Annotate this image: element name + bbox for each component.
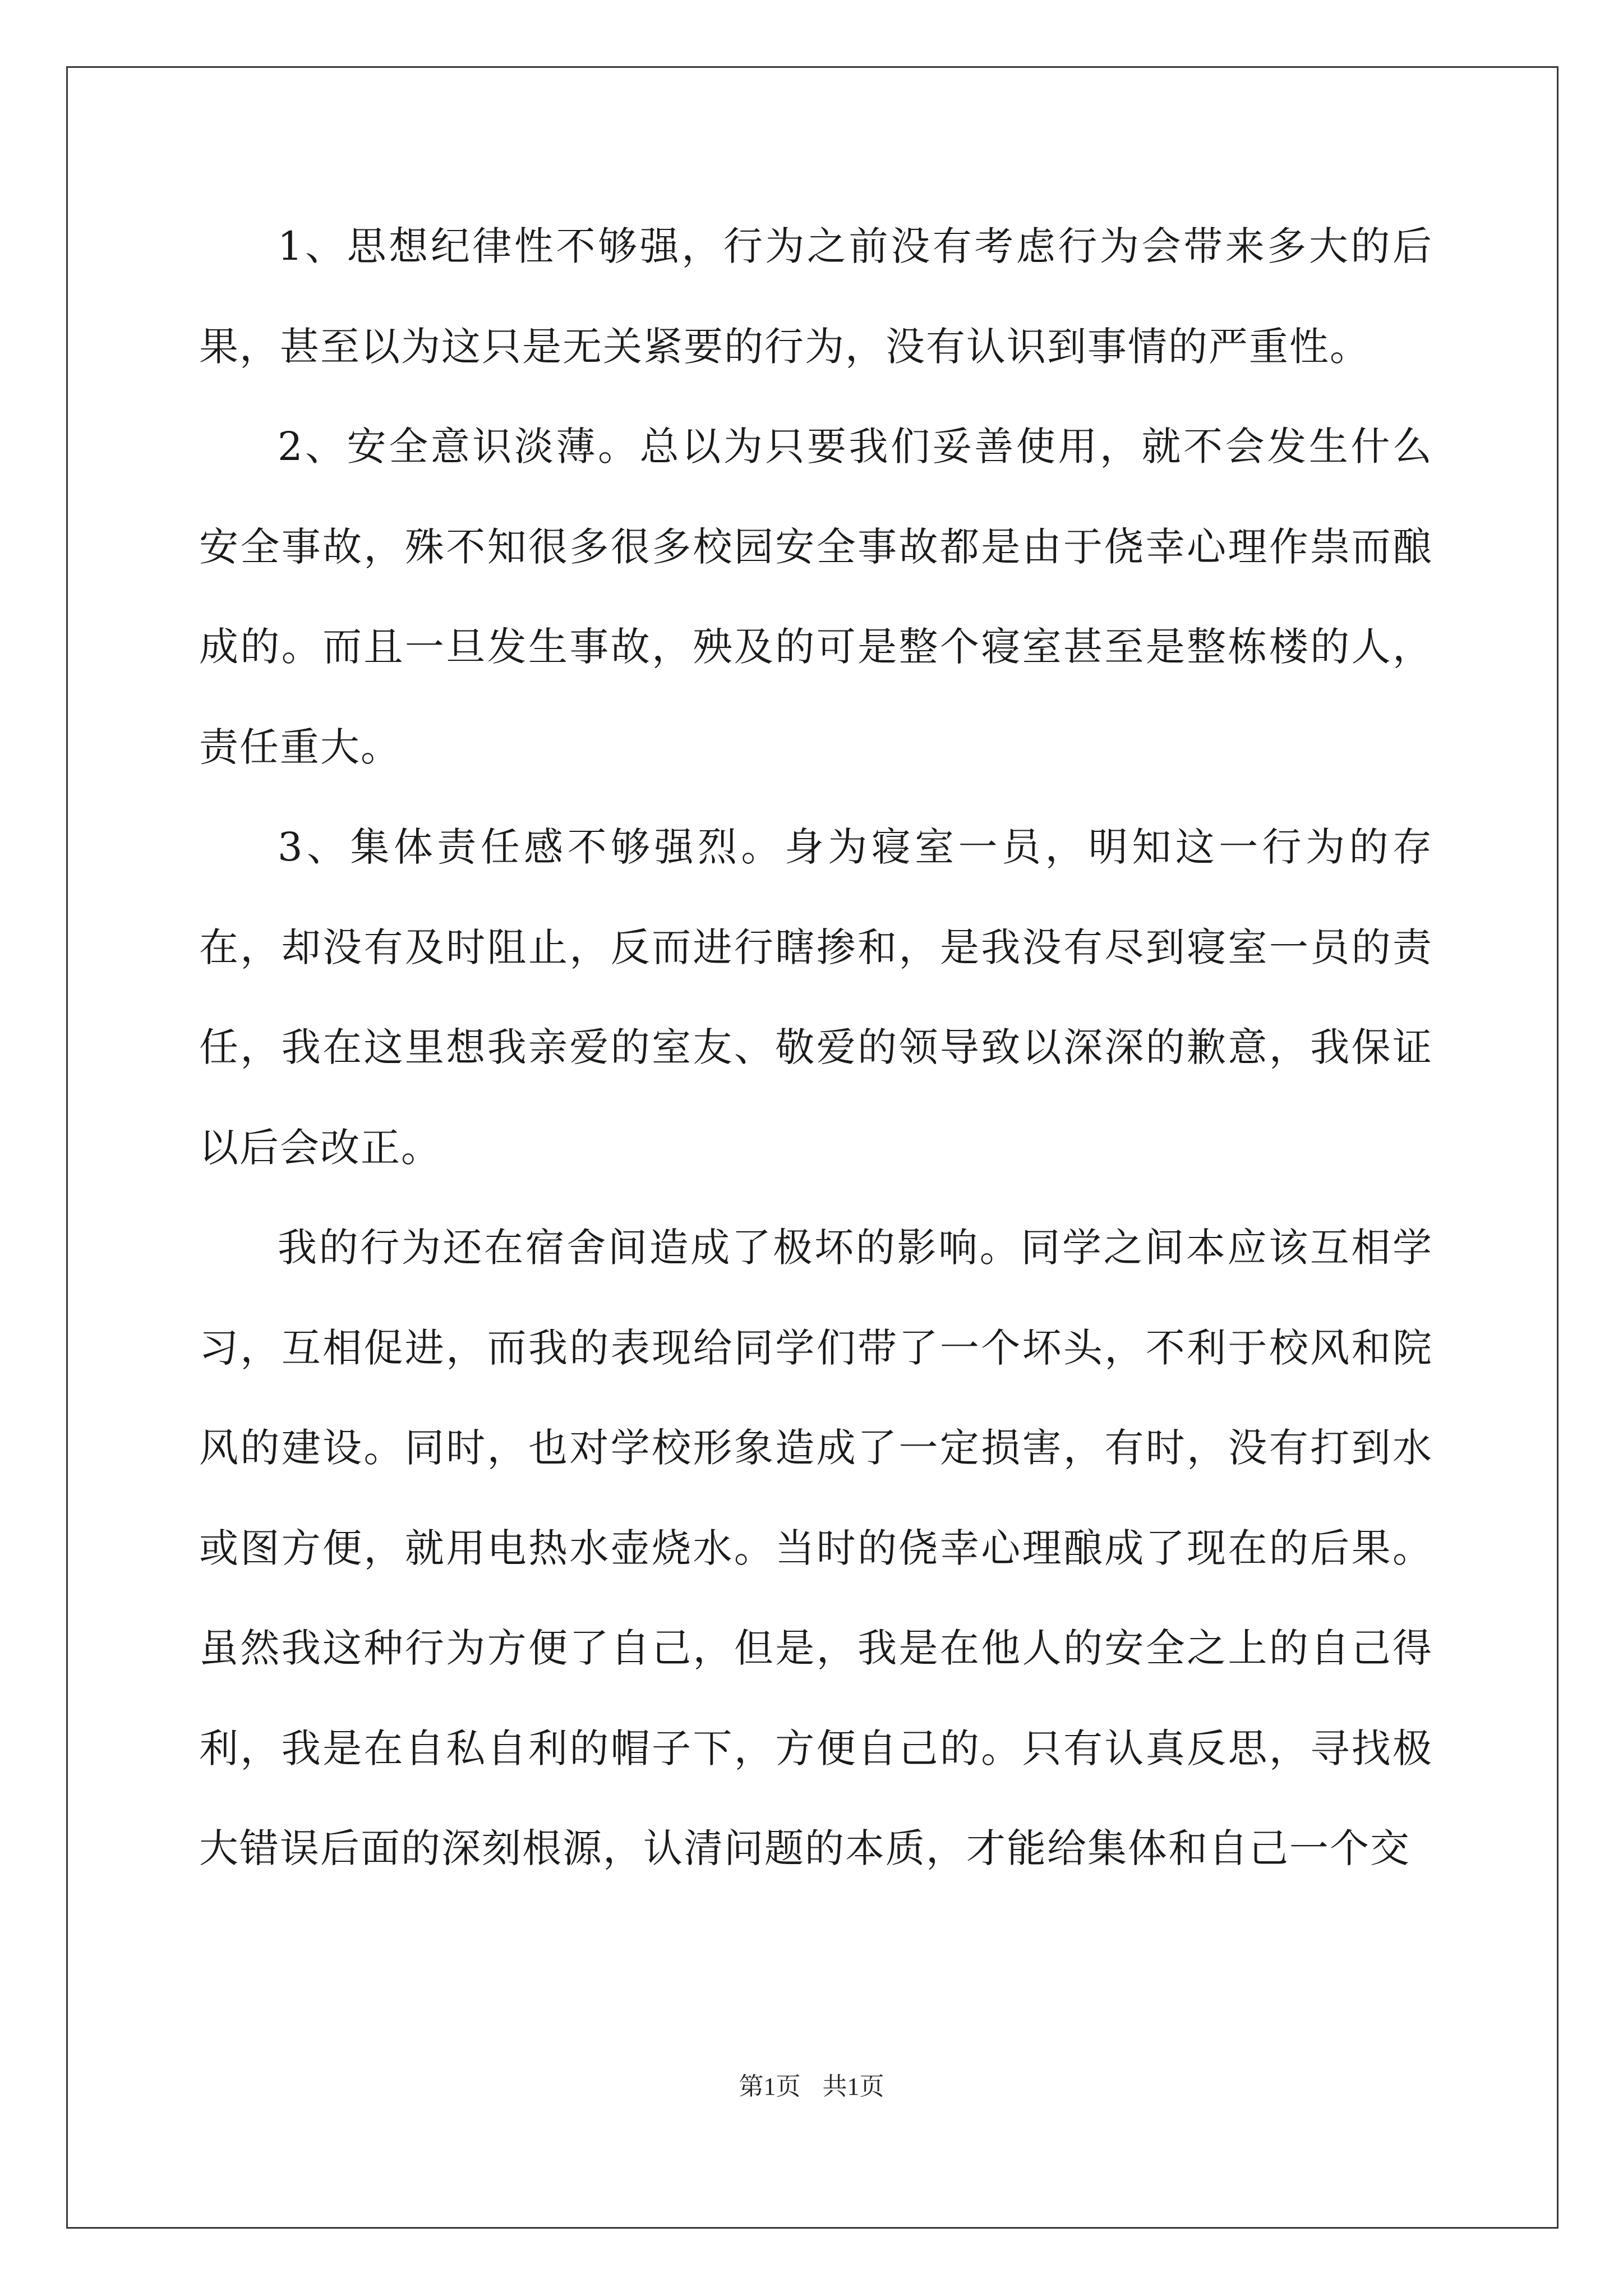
document-body <box>199 196 1433 1899</box>
page-total: 共1页 <box>822 2073 884 2100</box>
page-footer <box>0 2070 1623 2104</box>
paragraph-2: 2、安全意识淡薄。总以为只要我们妥善使用，就不会发生什么安全事故，殊不知很多很多校园安全事故都是由于侥幸心理作祟而酿成的。而且一旦发生事故，殃及的可是整个寝室甚至是整栋楼的人，责任重大。 <box>199 424 1433 770</box>
paragraph-4: 我的行为还在宿舍间造成了极坏的影响。同学之间本应该互相学习，互相促进，而我的表现给同学们带了一个坏头，不利于校风和院风的建设。同时，也对学校形象造成了一定损害，有时，没有打到水或图方便，就用电热水壶烧水。当时的侥幸心理酿成了现在的后果。虽然我这种行为方便了自己，但是，我是在他人的安全之上的自己得利，我是在自私自利的帽子下，方便自己的。只有认真反思，寻找极大错误后面的深刻根源，认清问题的本质，才能给集体和自己一个交 <box>199 1225 1433 1871</box>
page-number: 第1页 <box>739 2073 801 2100</box>
paragraph-3: 3、集体责任感不够强烈。身为寝室一员，明知这一行为的存在，却没有及时阻止，反而进行瞎掺和，是我没有尽到寝室一员的责任，我在这里想我亲爱的室友、敬爱的领导致以深深的歉意，我保证以后会改正。 <box>199 824 1433 1171</box>
paragraph-1: 1、思想纪律性不够强，行为之前没有考虑行为会带来多大的后果，甚至以为这只是无关紧要的行为，没有认识到事情的严重性。 <box>199 223 1433 370</box>
